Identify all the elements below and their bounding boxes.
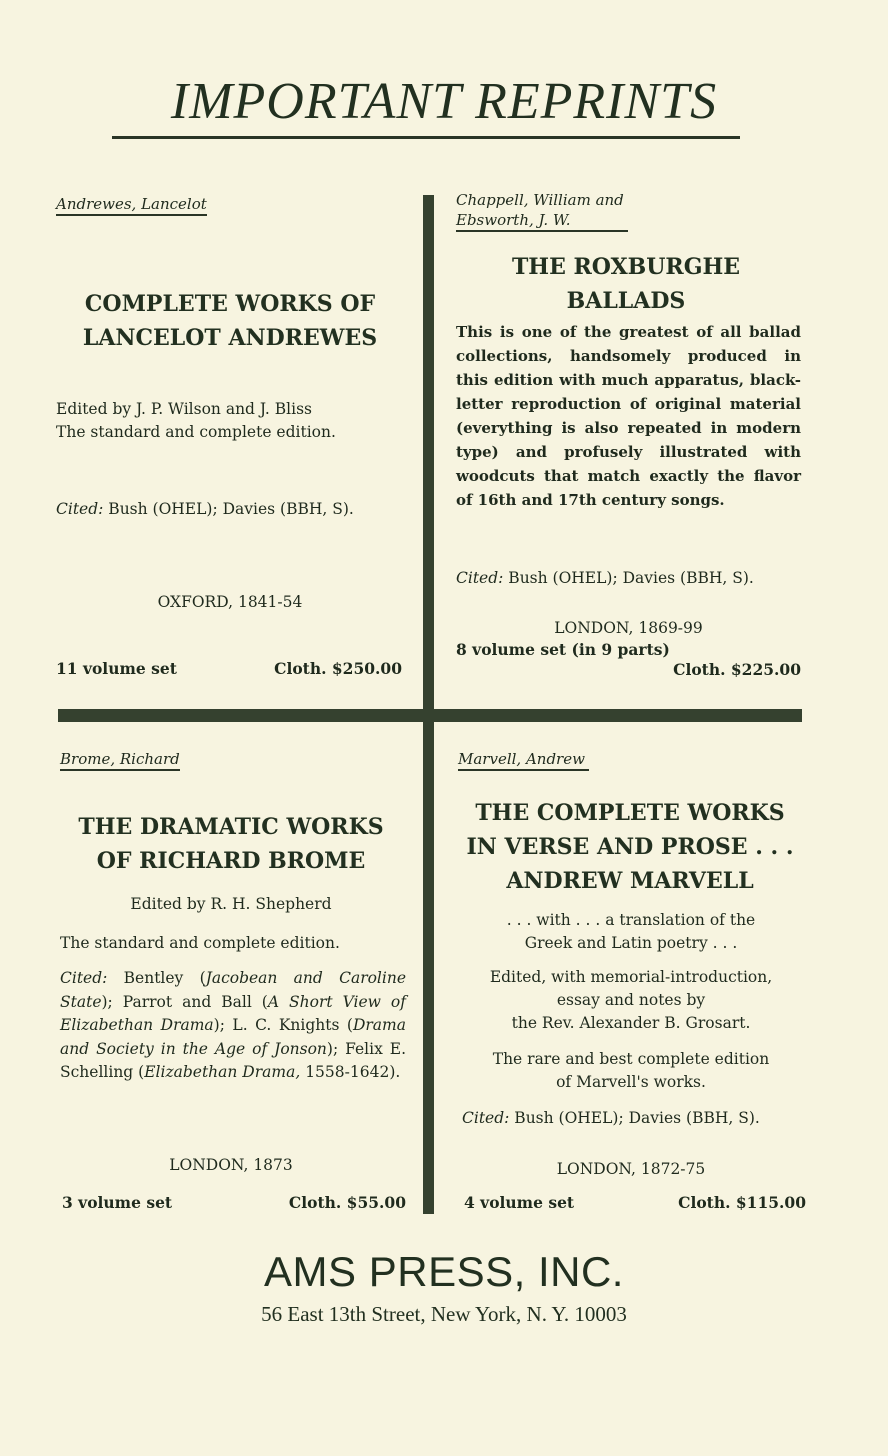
- work-title-marvell: THE COMPLETE WORKS IN VERSE AND PROSE . . . ANDREW MARVELL: [466, 800, 794, 894]
- price-row-marvell: 4 volume set Cloth. $115.00: [464, 1193, 806, 1212]
- imprint-andrewes: OXFORD, 1841-54: [157, 593, 303, 611]
- imprint-roxburghe: LONDON, 1869-99: [554, 619, 703, 637]
- title-rule: [112, 136, 740, 139]
- publisher-name: AMS PRESS, INC.: [264, 1248, 624, 1295]
- price-row-andrewes: 11 volume set Cloth. $250.00: [56, 659, 402, 678]
- author-chappell: Chappell, William and Ebsworth, J. W.: [456, 192, 628, 232]
- price-row-roxburghe: 8 volume set (in 9 parts) Cloth. $225.00: [456, 640, 801, 679]
- citation-marvell: Cited: Bush (OHEL); Davies (BBH, S).: [462, 1109, 760, 1127]
- price-row-brome: 3 volume set Cloth. $55.00: [62, 1193, 406, 1212]
- horizontal-divider: [58, 709, 802, 722]
- author-brome: Brome, Richard: [60, 751, 180, 771]
- edition-marvell: The rare and best complete edition of Marvell's works.: [492, 1050, 770, 1091]
- vertical-divider-top: [423, 195, 434, 709]
- editor-brome: Edited by R. H. Shepherd: [130, 895, 332, 913]
- work-title-roxburghe: THE ROXBURGHE BALLADS: [511, 254, 741, 314]
- note-marvell: . . . with . . . a translation of the Greek and Latin poetry . . .: [506, 911, 756, 952]
- author-andrewes: Andrewes, Lancelot: [56, 196, 207, 216]
- author-marvell: Marvell, Andrew: [458, 751, 589, 771]
- page-title: IMPORTANT REPRINTS: [170, 73, 718, 130]
- imprint-marvell: LONDON, 1872-75: [556, 1160, 706, 1178]
- citation-roxburghe: Cited: Bush (OHEL); Davies (BBH, S).: [456, 569, 754, 587]
- citation-brome: Cited: Bentley (Jacobean and Caroline State); Parrot and Ball (A Short View of Elizabethan Drama); L. C. Knights (Drama and Society in the Age of Jonson); Felix E. Schelling (Elizabethan Drama, 1558-1642).: [60, 969, 407, 1081]
- citation-andrewes: Cited: Bush (OHEL); Davies (BBH, S).: [56, 500, 354, 518]
- imprint-brome: LONDON, 1873: [169, 1156, 293, 1174]
- work-title-brome: THE DRAMATIC WORKS OF RICHARD BROME: [78, 814, 384, 874]
- description-roxburghe: This is one of the greatest of all ballad collections, handsomely produced in this edition with much apparatus, black-letter reproduction of original material (everything is also repeated in modern type) and profusely illustrated with woodcuts that match exactly the flavor of 16th and 17th century songs.: [456, 323, 801, 509]
- edition-info-andrewes: Edited by J. P. Wilson and J. Bliss The standard and complete edition.: [56, 400, 336, 441]
- vertical-divider-bottom: [423, 722, 434, 1214]
- publisher-address: 56 East 13th Street, New York, N. Y. 10003: [261, 1302, 627, 1326]
- edition-brome: The standard and complete edition.: [60, 934, 340, 952]
- work-title-andrewes: COMPLETE WORKS OF LANCELOT ANDREWES: [82, 291, 378, 351]
- editor-marvell: Edited, with memorial-introduction, essay and notes by the Rev. Alexander B. Grosart.: [489, 968, 773, 1032]
